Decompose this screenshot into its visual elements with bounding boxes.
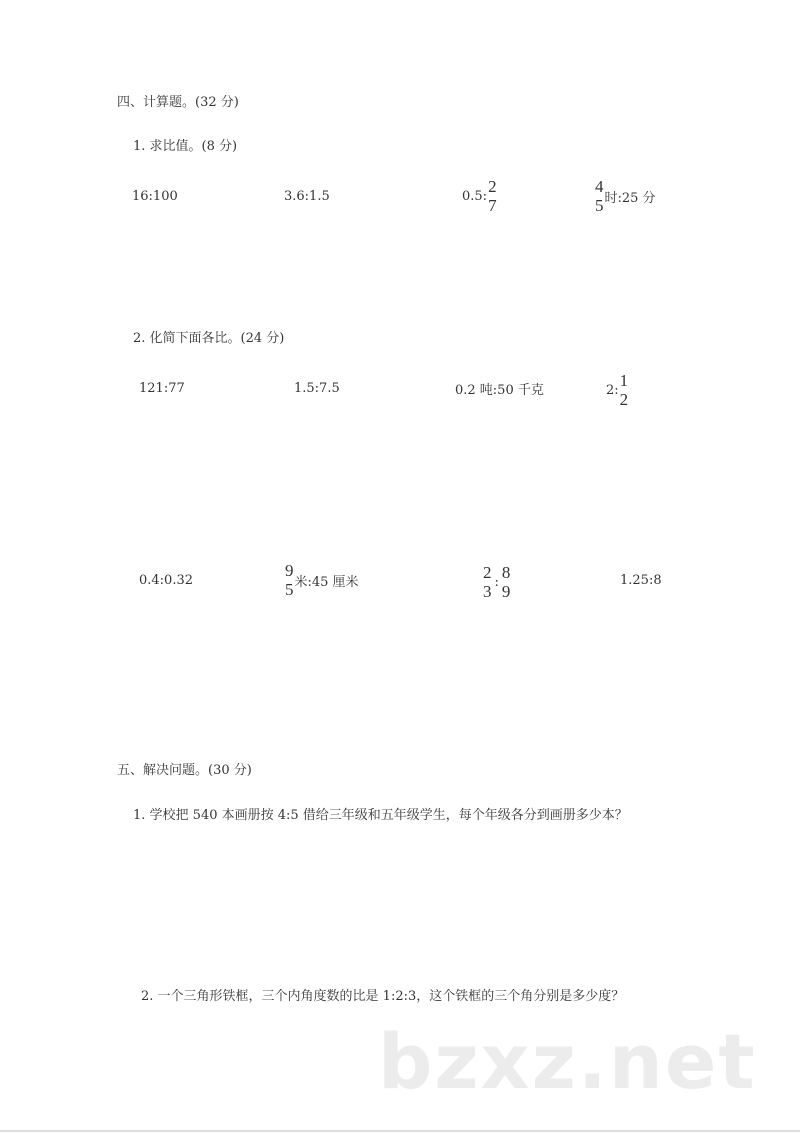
section5-title: 五、解决问题。(30 分) — [117, 763, 252, 778]
fraction: 8 9 — [501, 563, 511, 601]
section4-title: 四、计算题。(32 分) — [117, 95, 239, 110]
ratio-item: 0.4:0.32 — [139, 572, 193, 588]
ratio-item: 2: 1 2 — [606, 371, 629, 409]
ratio-item: 1.5:7.5 — [294, 380, 340, 396]
ratio-item: 0.5: 2 7 — [462, 177, 497, 215]
problem-2: 2. 一个三角形铁框，三个内角度数的比是 1:2:3，这个铁框的三个角分别是多少度？ — [141, 989, 625, 1004]
page-edge-divider — [0, 1130, 800, 1132]
fraction: 9 5 — [285, 561, 294, 599]
ratio-item: 4 5 时:25 分 — [595, 177, 656, 215]
fraction: 4 5 — [595, 177, 604, 215]
fraction: 1 2 — [619, 371, 629, 409]
q1-title: 1. 求比值。(8 分) — [133, 139, 238, 154]
ratio-item: 2 3 : 8 9 — [483, 563, 511, 601]
problem-1: 1. 学校把 540 本画册按 4:5 借给三年级和五年级学生，每个年级各分到画册多少本？ — [133, 808, 628, 823]
watermark: bzxz.net — [378, 1017, 757, 1106]
ratio-item: 16:100 — [132, 188, 178, 204]
fraction: 2 7 — [488, 177, 497, 215]
ratio-item: 9 5 米:45 厘米 — [285, 561, 359, 599]
ratio-item: 0.2 吨:50 千克 — [455, 382, 544, 398]
ratio-item: 121:77 — [139, 380, 185, 396]
fraction: 2 3 — [483, 563, 492, 601]
ratio-item: 3.6:1.5 — [284, 188, 330, 204]
ratio-item: 1.25:8 — [620, 572, 662, 588]
q2-title: 2. 化简下面各比。(24 分) — [133, 331, 285, 346]
